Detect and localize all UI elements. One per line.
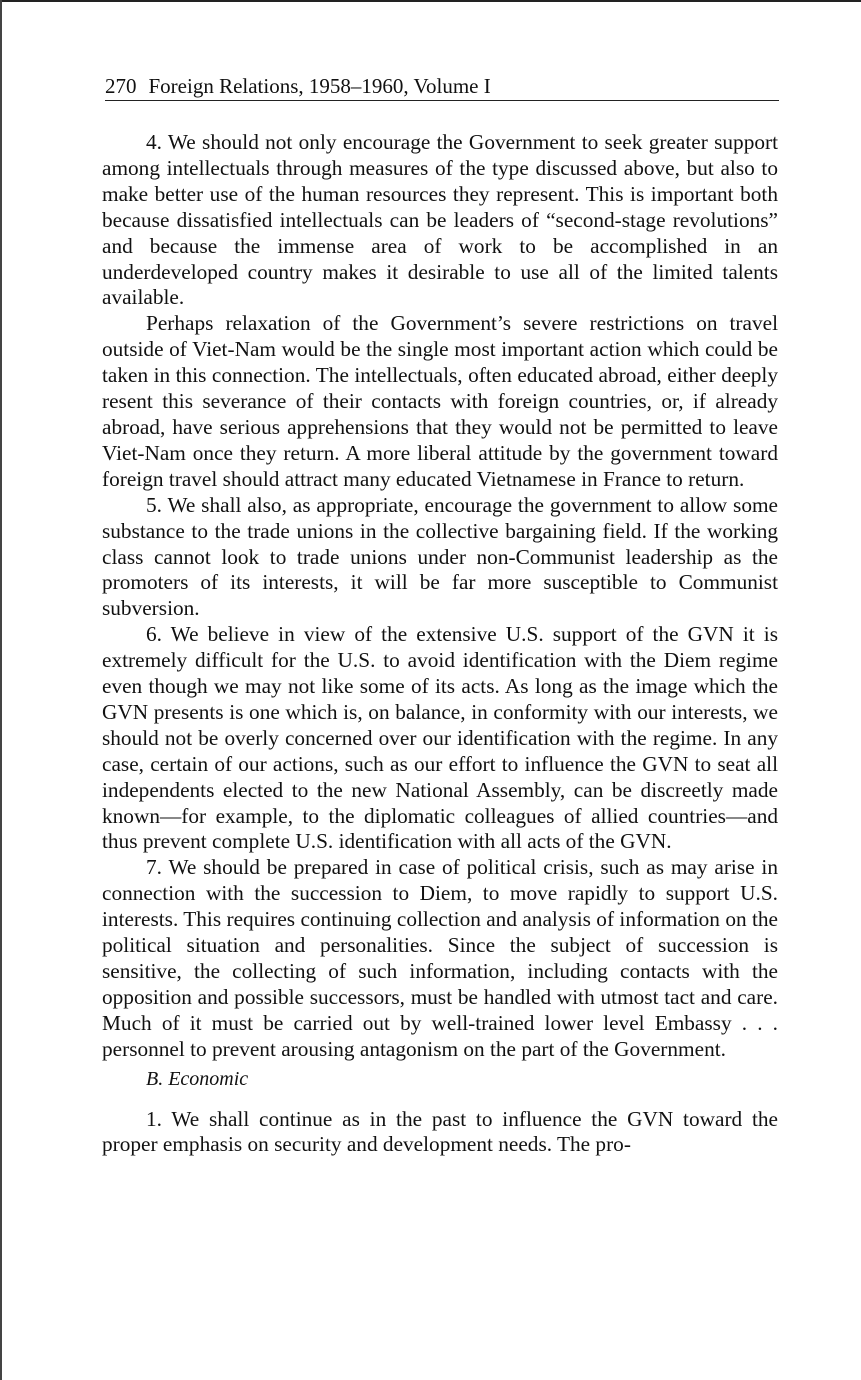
- scan-left-border: [0, 0, 2, 1380]
- scan-top-border: [0, 0, 861, 2]
- paragraph-5: 5. We shall also, as appropriate, encourage the government to allow some substance to the trade unions in the collective bargaining field. If the working class cannot look to trade unions under non-Communist leadership as the promoters of its interests, it will be far more susceptible to Communist subversion.: [102, 492, 778, 621]
- paragraph-7: 7. We should be prepared in case of political crisis, such as may arise in connection with the succession to Diem, to move rapidly to support U.S. interests. This requires continuing collection and analysis of information on the political situation and personalities. Since the subject of succession is sensitive, the collecting of such information, including contacts with the opposition and possible successors, must be handled with utmost tact and care. Much of it must be carried out by well-trained lower level Embassy . . . personnel to prevent arousing antagonism on the part of the Government.: [102, 855, 778, 1061]
- section-subheading: B. Economic: [146, 1067, 249, 1090]
- paragraph-travel: Perhaps relaxation of the Government’s severe restrictions on travel outside of Viet-Nam would be the single most important action which could be taken in this connection. The intellectuals, often educated abroad, either deeply resent this severance of their contacts with foreign countries, or, if already abroad, have serious apprehensions that they would not be permitted to leave Viet-Nam once they return. A more liberal attitude by the government toward foreign travel should attract many educated Vietnamese in France to return.: [102, 311, 778, 491]
- paragraph-4: 4. We should not only encourage the Government to seek greater support among intellectuals through measures of the type discussed above, but also to make better use of the human resources they represent. This is important both because dissatisfied intellectuals can be leaders of “second-stage revolutions” and because the immense area of work to be accomplished in an underdeveloped country makes it desirable to use all of the limited talents available.: [102, 130, 778, 310]
- page-number: 270: [105, 74, 137, 98]
- running-header: [105, 72, 779, 101]
- body-text: [102, 130, 778, 1158]
- volume-title: Foreign Relations, 1958–1960, Volume I: [148, 74, 491, 98]
- paragraph-economic-1: 1. We shall continue as in the past to influence the GVN toward the proper emphasis on security and development needs. The pro-: [102, 1106, 778, 1157]
- paragraph-6: 6. We believe in view of the extensive U.S. support of the GVN it is extremely difficult for the U.S. to avoid identification with the Diem regime even though we may not like some of its acts. As long as the image which the GVN presents is one which is, on balance, in conformity with our interests, we should not be overly concerned over our identification with the regime. In any case, certain of our actions, such as our effort to influence the GVN to seat all independents elected to the new National Assembly, can be discreetly made known—for example, to the diplomatic colleagues of allied countries—and thus prevent complete U.S. identification with all acts of the GVN.: [102, 622, 778, 854]
